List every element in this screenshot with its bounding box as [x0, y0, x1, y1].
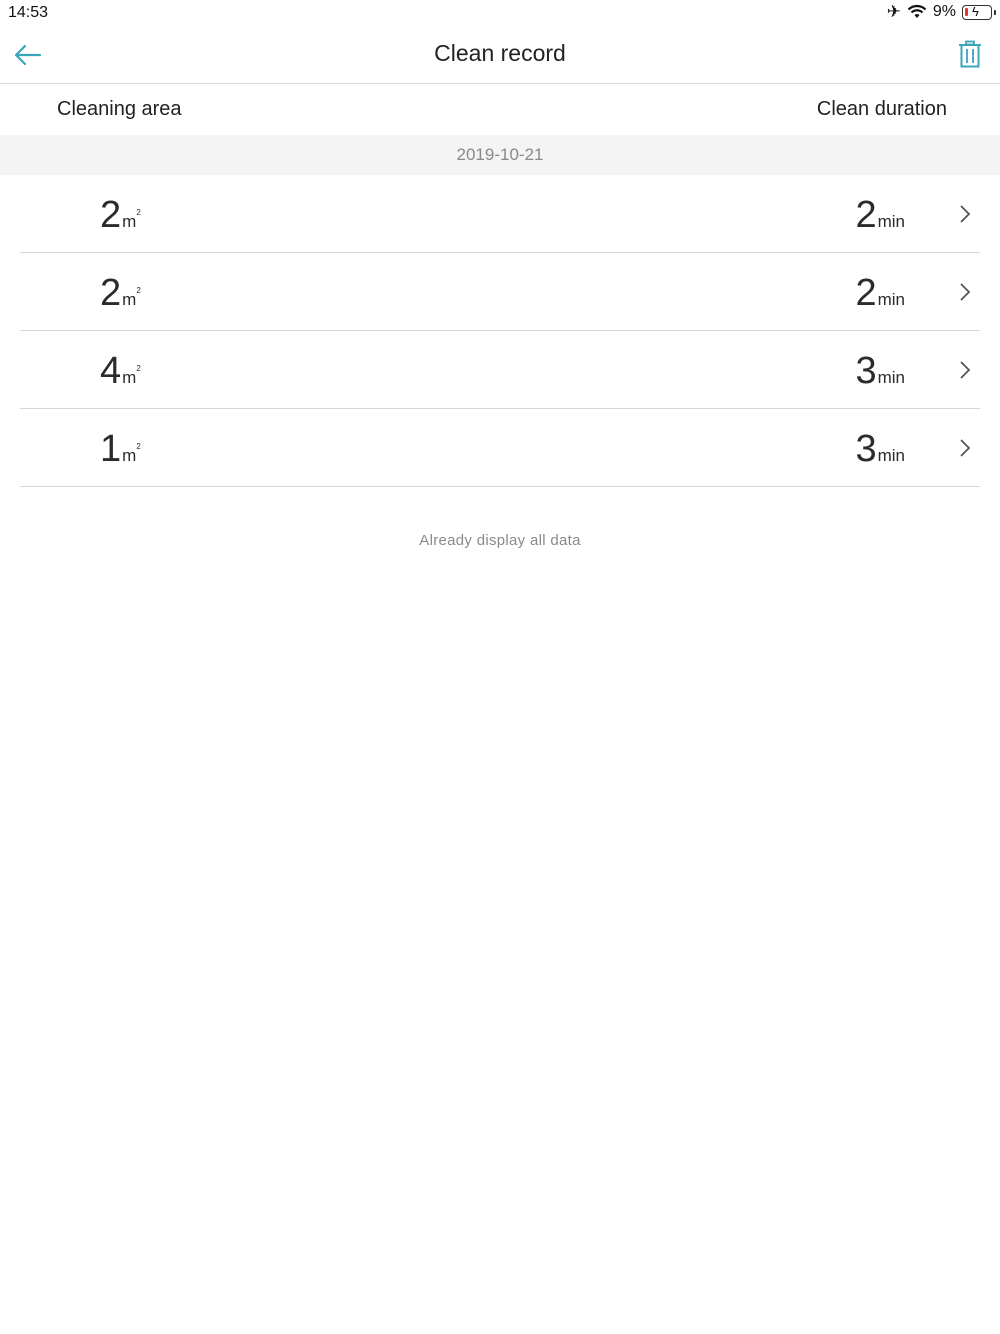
record-area: 1 $m^2$ [100, 428, 141, 470]
column-label-area: Cleaning area [57, 98, 182, 120]
record-duration: 2 min [855, 194, 905, 236]
record-list [20, 175, 980, 487]
record-area: 2 $m^2$ [100, 272, 141, 314]
record-duration: 3 min [855, 428, 905, 470]
end-of-list-note: Already display all data [419, 532, 581, 549]
chevron-right-icon [958, 359, 972, 381]
record-row[interactable] [20, 253, 980, 331]
record-duration: 3 min [855, 350, 905, 392]
status-time: 14:53 [8, 4, 49, 21]
page-title: Clean record [434, 40, 566, 66]
column-label-duration: Clean duration [816, 98, 947, 120]
record-duration: 2 min [855, 272, 905, 314]
record-area: 4 $m^2$ [100, 350, 141, 392]
chevron-right-icon [958, 203, 972, 225]
date-group-header: 2019-10-21 [0, 135, 1000, 175]
airplane-icon: ✈ [886, 2, 901, 21]
chevron-right-icon [958, 437, 972, 459]
record-row[interactable] [20, 331, 980, 409]
battery-charging-icon: ϟ [962, 5, 992, 20]
column-header [0, 85, 1000, 135]
record-row[interactable] [20, 175, 980, 253]
status-icons [887, 3, 992, 21]
chevron-right-icon [958, 281, 972, 303]
battery-percent: 9% [932, 3, 956, 20]
trash-icon[interactable] [958, 40, 982, 68]
nav-bar [0, 26, 1000, 84]
record-row[interactable] [20, 409, 980, 487]
status-bar [0, 0, 1000, 26]
record-area: 2 $m^2$ [100, 194, 141, 236]
wifi-icon [907, 4, 927, 20]
